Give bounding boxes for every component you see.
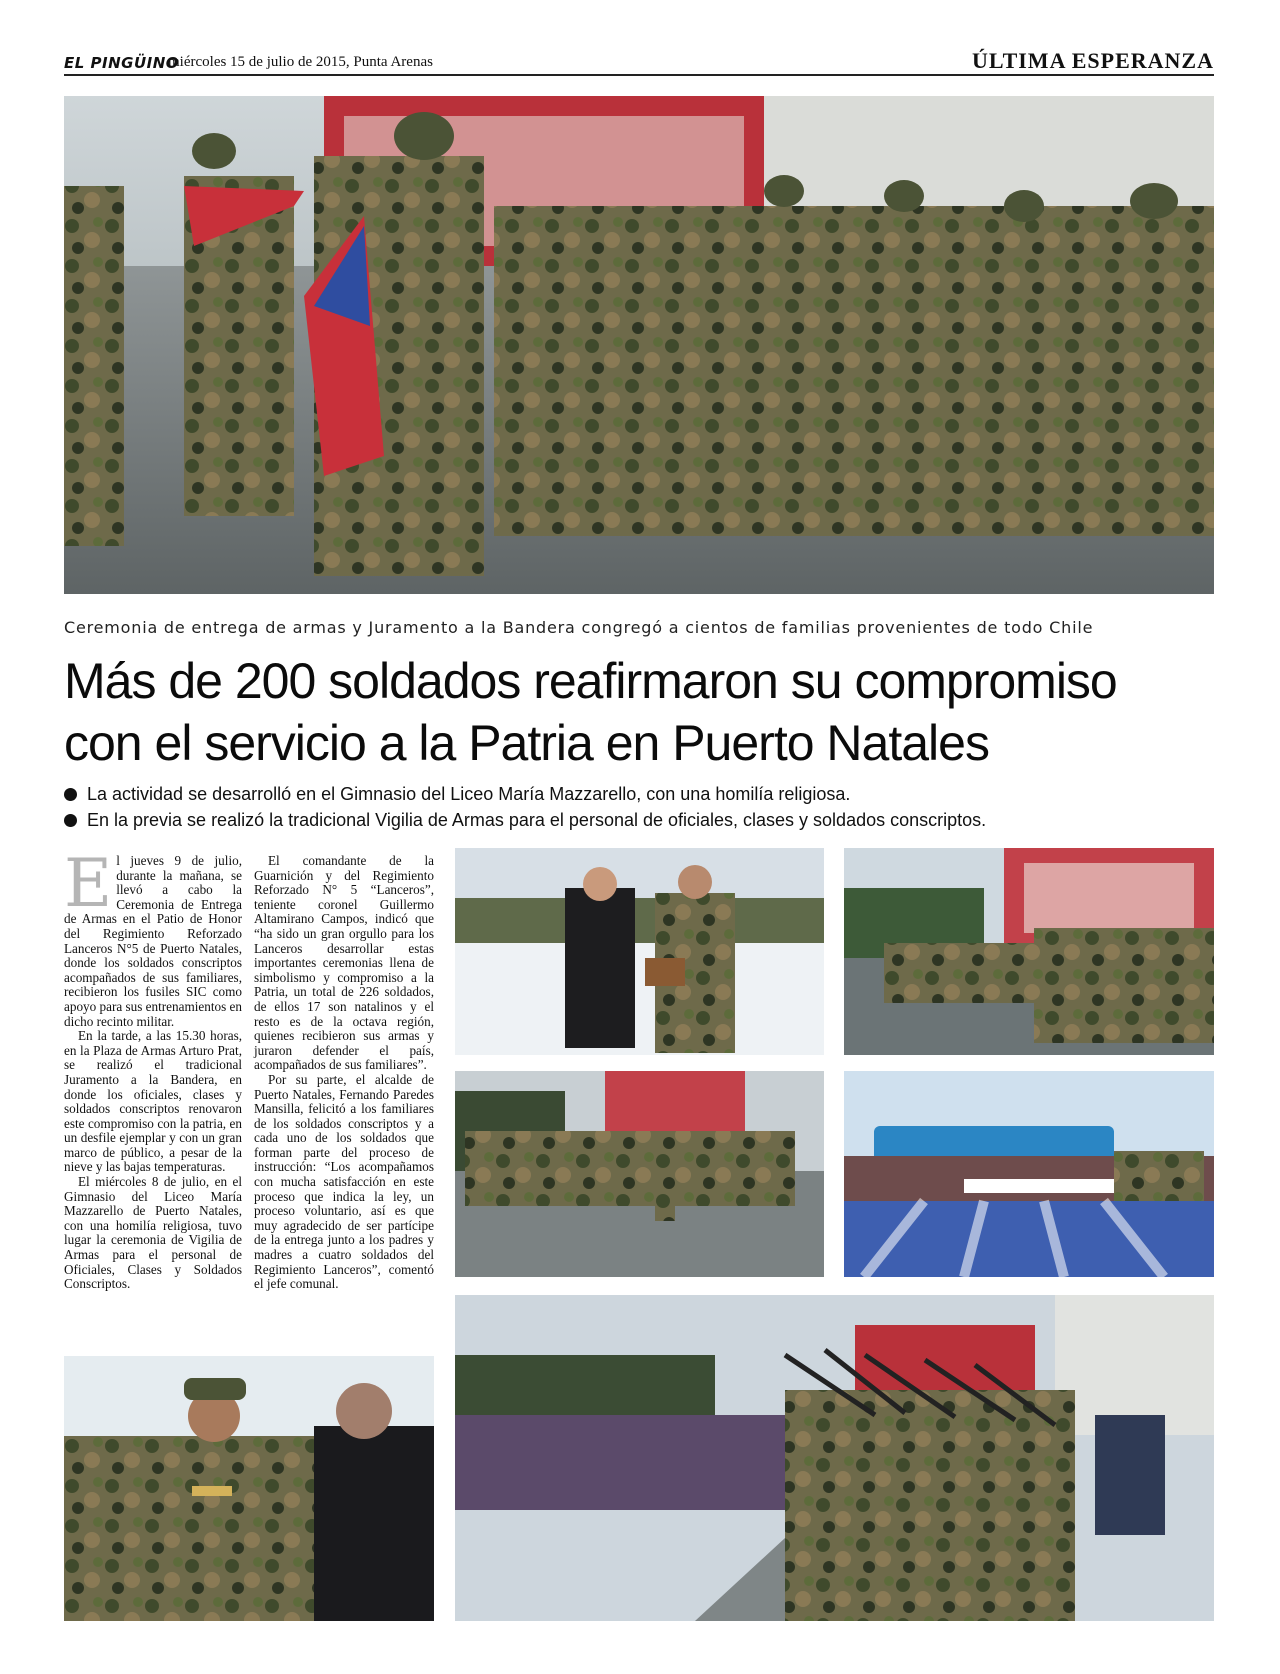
headline: [64, 650, 1214, 774]
summary-bullet-text: La actividad se desarrolló en el Gimnasio del Liceo María Mazzarello, con una homilía religiosa.: [87, 784, 851, 804]
bullet-icon: [64, 814, 77, 827]
dateline: miércoles 15 de julio de 2015, Punta Arenas: [168, 54, 433, 70]
body-paragraph: El miércoles 8 de julio, en el Gimnasio del Liceo María Mazzarello de Puerto Natales, con una homilía religiosa, tuvo lugar la ceremonia de Vigilia de Armas para el personal de Oficiales, Clases y Soldados Conscriptos.: [64, 1174, 242, 1292]
section-title: ÚLTIMA ESPERANZA: [972, 48, 1214, 73]
body-paragraph: En la tarde, a las 15.30 horas, en la Plaza de Armas Arturo Prat, se realizó el tradicional Juramento a la Bandera, en donde los oficiales, clases y soldados conscriptos renovaron este compromiso con la patria, en un desfile ejemplar y con un gran marco de público, a pesar de la nieve y las bajas temperaturas.: [64, 1028, 242, 1175]
photo-officer-with-woman: [455, 848, 824, 1055]
photo-parade-salute: [455, 1295, 1214, 1621]
masthead: [64, 50, 1214, 76]
summary-bullets: [64, 781, 1214, 833]
body-paragraph: El comandante de la Guarnición y del Regimiento Reforzado N° 5 “Lanceros”, teniente coronel Guillermo Altamirano Campos, indicó que “ha sido un gran orgullo para los Lanceros desarrollar estas importantes ceremonias llena de simbolismo y compromiso a la Patria, un total de 226 soldados, de ellos 17 son natalinos y el resto es de la octava región, quienes recibieron sus armas y juraron defender el país, acompañados de sus familiares”.: [254, 853, 434, 1073]
body-paragraph: [64, 845, 242, 1029]
photo-mayor-pinning-soldier: [64, 1356, 434, 1621]
body-column-2: [254, 854, 434, 1292]
kicker: Ceremonia de entrega de armas y Juramento a la Bandera congregó a cientos de familias provenientes de todo Chile: [64, 618, 1094, 637]
newspaper-brand: EL PINGÜINO: [64, 54, 180, 72]
lead-photo: [64, 96, 1214, 594]
body-paragraph: Por su parte, el alcalde de Puerto Natales, Fernando Paredes Mansilla, felicitó a los familiares de los soldados conscriptos y a cada uno de los soldados que forman parte del proceso de instrucción: “Los acompañamos con mucha satisfacción en este proceso que indica la ley, un proceso voluntario, así es que muy agradecido de ser partícipe de la entrega junto a los padres y madres a cuatro soldados del Regimiento Lanceros”, comentó el jefe comunal.: [254, 1071, 434, 1292]
photo-troops-formation: [844, 848, 1214, 1055]
summary-bullet: [64, 781, 1214, 807]
photo-families-bus: [844, 1071, 1214, 1277]
headline-line-2: con el servicio a la Patria en Puerto Natales: [64, 715, 989, 771]
body-column-1: [64, 845, 242, 1292]
body-paragraph-text: l jueves 9 de julio, durante la mañana, se llevó a cabo la Ceremonia de Entrega de Armas en el Patio de Honor del Regimiento Reforzado Lanceros N°5 de Puerto Natales, donde los soldados conscriptos acompañados de sus familiares, recibieron los fusiles SIC como apoyo para sus entrenamientos en dicho recinto militar.: [64, 853, 242, 1029]
photo-troops-marching: [455, 1071, 824, 1277]
summary-bullet: [64, 807, 1214, 833]
bullet-icon: [64, 788, 77, 801]
headline-line-1: Más de 200 soldados reafirmaron su compromiso: [64, 653, 1117, 709]
summary-bullet-text: En la previa se realizó la tradicional Vigilia de Armas para el personal de oficiales, clases y soldados conscriptos.: [87, 810, 987, 830]
drop-cap: E: [64, 845, 113, 922]
